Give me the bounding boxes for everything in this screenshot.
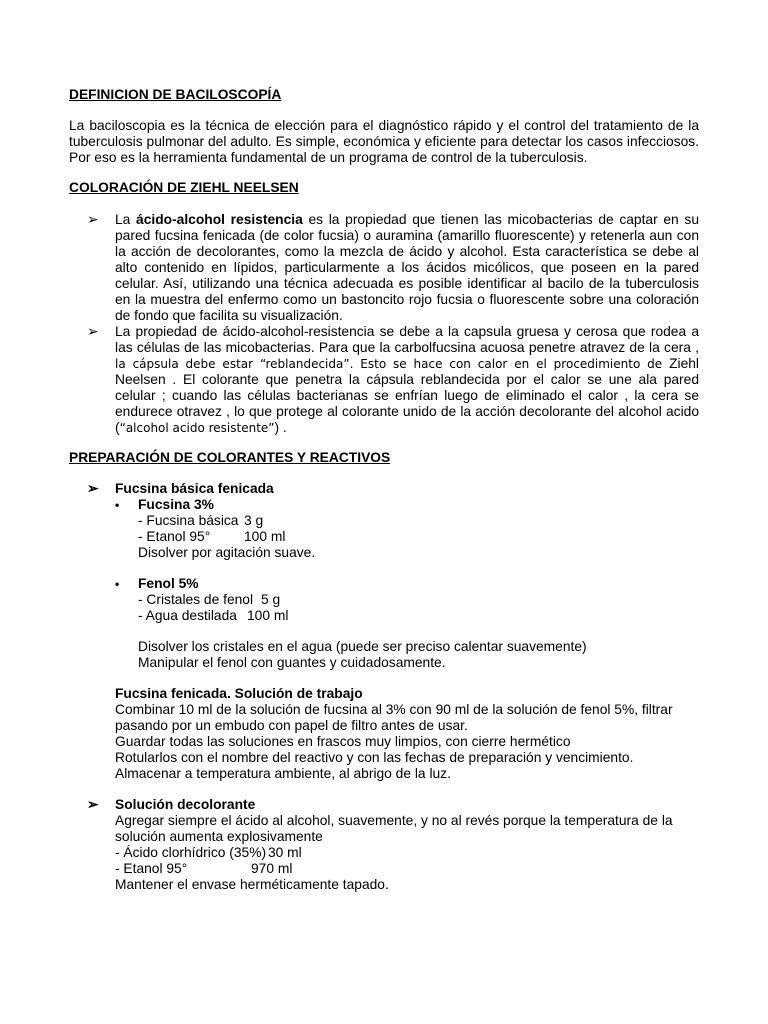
item-amount: 100 ml <box>244 529 286 544</box>
item-amount: 970 ml <box>251 861 293 876</box>
item-name: - Etanol 95° <box>138 529 211 544</box>
fucsina-trabajo-line-4: Rotularlos con el nombre del reactivo y con las fechas de preparación y vencimiento. <box>115 750 634 765</box>
fucsina-3-heading <box>69 497 699 513</box>
fucsina-trabajo-line-3: Guardar todas las soluciones en frascos muy limpios, con cierre hermético <box>115 734 571 749</box>
item-amount: 100 ml <box>247 608 289 623</box>
heading-preparacion: PREPARACIÓN DE COLORANTES Y REACTIVOS <box>69 450 391 465</box>
fucsina-trabajo-line-2: pasando por un embudo con papel de filtro antes de usar. <box>115 718 468 733</box>
item-name: - Agua destilada <box>138 608 237 623</box>
bullet-text-bold: ácido-alcohol resistencia <box>136 212 303 227</box>
document-page <box>69 87 699 893</box>
item-name: - Ácido clorhídrico (35%) <box>115 845 267 860</box>
dot-bullet-icon: • <box>115 498 120 512</box>
item-amount: 3 g <box>244 513 264 528</box>
item-amount: 5 g <box>261 592 281 607</box>
bullet-propiedad <box>69 324 699 436</box>
fucsina-3-note: Disolver por agitación suave. <box>138 545 316 560</box>
decolorante-line-1: Agregar siempre el ácido al alcohol, suavemente, y no al revés porque la temperatura de la <box>115 813 673 828</box>
fenol-5-note-1: Disolver los cristales en el agua (puede ser preciso calentar suavemente) <box>138 639 587 654</box>
bullet-text-b: Ziehl Neelsen . El colorante que penetra la cápsula reblandecida por el calor se une ala pared celular ; cuando las células bacterianas se enfrían luego de eliminado el calor , la cera se endurece otravez , lo que protege al colorante unido de la acción decolorante del alcohol acido ( <box>115 356 699 435</box>
bullet-acido-alcohol <box>69 212 699 324</box>
fucsina-3-line-2 <box>69 529 699 545</box>
item-name: - Fucsina básica <box>138 513 239 528</box>
fucsina-trabajo-heading: Fucsina fenicada. Solución de trabajo <box>115 686 363 701</box>
bullet-text-end: ) . <box>274 420 287 435</box>
fucsina-3-label: Fucsina 3% <box>138 497 214 512</box>
fenol-5-line-1 <box>69 592 699 608</box>
solucion-decolorante-heading: Solución decolorante <box>115 797 256 812</box>
decolorante-line-3 <box>69 845 699 861</box>
item-amount: 30 ml <box>268 845 302 860</box>
item-name: - Cristales de fenol <box>138 592 254 607</box>
bullet-text-rest: es la propiedad que tienen las micobacterias de captar en su pared fucsina fenicada (de color fucsia) o auramina (amarillo fluorescente) y retenerla aun con la acción de decolorantes, como la mezcla de ácido y alcohol. Esta característica se debe al alto contenido en lípidos, particularmente a los ácidos micólicos, que poseen en la pared celular. Así, utilizando una técnica adecuada es posible identificar al bacilo de la tuberculosis en la muestra del enfermo como un bastoncito rojo fucsia o fluorescente sobre una coloración de fondo que facilita su visualización. <box>115 212 699 323</box>
fenol-5-label: Fenol 5% <box>138 576 199 591</box>
heading-baciloscopia: DEFINICION DE BACILOSCOPÍA <box>69 87 282 102</box>
bullet-text-alt: la cápsula debe estar “reblandecida”. Esto se hace con calor en el procedimiento de <box>115 357 663 371</box>
bullet-text-pre: La <box>115 212 137 227</box>
decolorante-line-2: solución aumenta explosivamente <box>115 829 323 844</box>
dot-bullet-icon: • <box>115 577 120 591</box>
fucsina-trabajo-line-5: Almacenar a temperatura ambiente, al abrigo de la luz. <box>115 766 451 781</box>
paragraph-definicion: La baciloscopia es la técnica de elección para el diagnóstico rápido y el control del tratamiento de la tuberculosis pulmonar del adulto. Es simple, económica y eficiente para detectar los casos infecciosos. Por eso es la herramienta fundamental de un programa de control de la tuberculosis. <box>69 118 699 165</box>
fenol-5-heading <box>69 576 699 592</box>
bullet-solucion-decolorante <box>69 797 699 813</box>
arrow-bullet-icon: ➢ <box>87 481 99 496</box>
fenol-5-note-2: Manipular el fenol con guantes y cuidadosamente. <box>138 655 446 670</box>
fucsina-fenicada-heading: Fucsina básica fenicada <box>115 481 274 496</box>
bullet-text-a: La propiedad de ácido-alcohol-resistencia se debe a la capsula gruesa y cerosa que rodea a las células de las micobacterias. Para que la carbolfucsina acuosa penetre atravez de la cera , <box>115 324 699 355</box>
fucsina-3-line-1 <box>69 513 699 529</box>
fucsina-trabajo-line-1: Combinar 10 ml de la solución de fucsina al 3% con 90 ml de la solución de fenol 5%, filtrar <box>115 702 673 717</box>
fenol-5-line-2 <box>69 608 699 624</box>
item-name: - Etanol 95° <box>115 861 188 876</box>
heading-ziehl-neelsen: COLORACIÓN DE ZIEHL NEELSEN <box>69 180 299 195</box>
decolorante-line-5: Mantener el envase herméticamente tapado. <box>115 877 389 892</box>
arrow-bullet-icon: ➢ <box>87 212 99 227</box>
arrow-bullet-icon: ➢ <box>87 797 99 812</box>
bullet-text-alt2: “alcohol acido resistente” <box>119 421 275 435</box>
decolorante-line-4 <box>69 861 699 877</box>
bullet-fucsina-fenicada <box>69 481 699 497</box>
arrow-bullet-icon: ➢ <box>87 324 99 339</box>
